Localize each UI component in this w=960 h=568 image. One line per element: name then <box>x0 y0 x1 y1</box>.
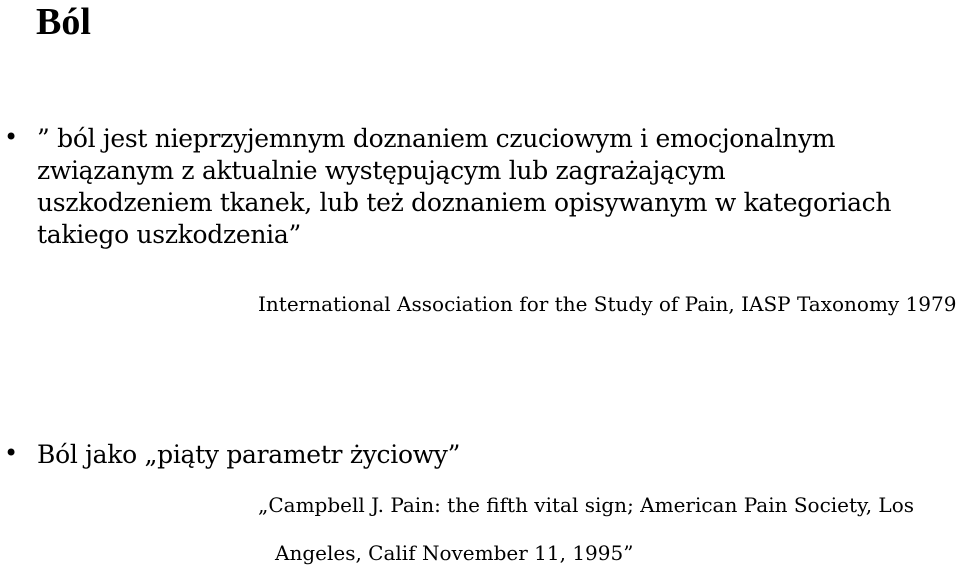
bullet-marker: • <box>4 123 19 151</box>
definition-line: związanym z aktualnie występującym lub zagrażającym <box>37 156 726 185</box>
pain-definition <box>37 123 937 251</box>
campbell-citation-line1: „Campbell J. Pain: the fifth vital sign; American Pain Society, Los <box>258 493 914 517</box>
definition-line: ” ból jest nieprzyjemnym doznaniem czuciowym i emocjonalnym <box>37 124 836 153</box>
fifth-vital-sign <box>37 439 937 471</box>
slide-title: Ból <box>36 1 91 43</box>
iasp-citation: International Association for the Study of Pain, IASP Taxonomy 1979 <box>258 292 957 316</box>
definition-line: takiego uszkodzenia” <box>37 220 301 249</box>
bullet-marker: • <box>4 439 19 467</box>
campbell-citation-line2: Angeles, Calif November 11, 1995” <box>275 541 634 565</box>
vital-sign-line: Ból jako „piąty parametr życiowy” <box>37 440 461 469</box>
definition-line: uszkodzeniem tkanek, lub też doznaniem opisywanym w kategoriach <box>37 188 892 217</box>
